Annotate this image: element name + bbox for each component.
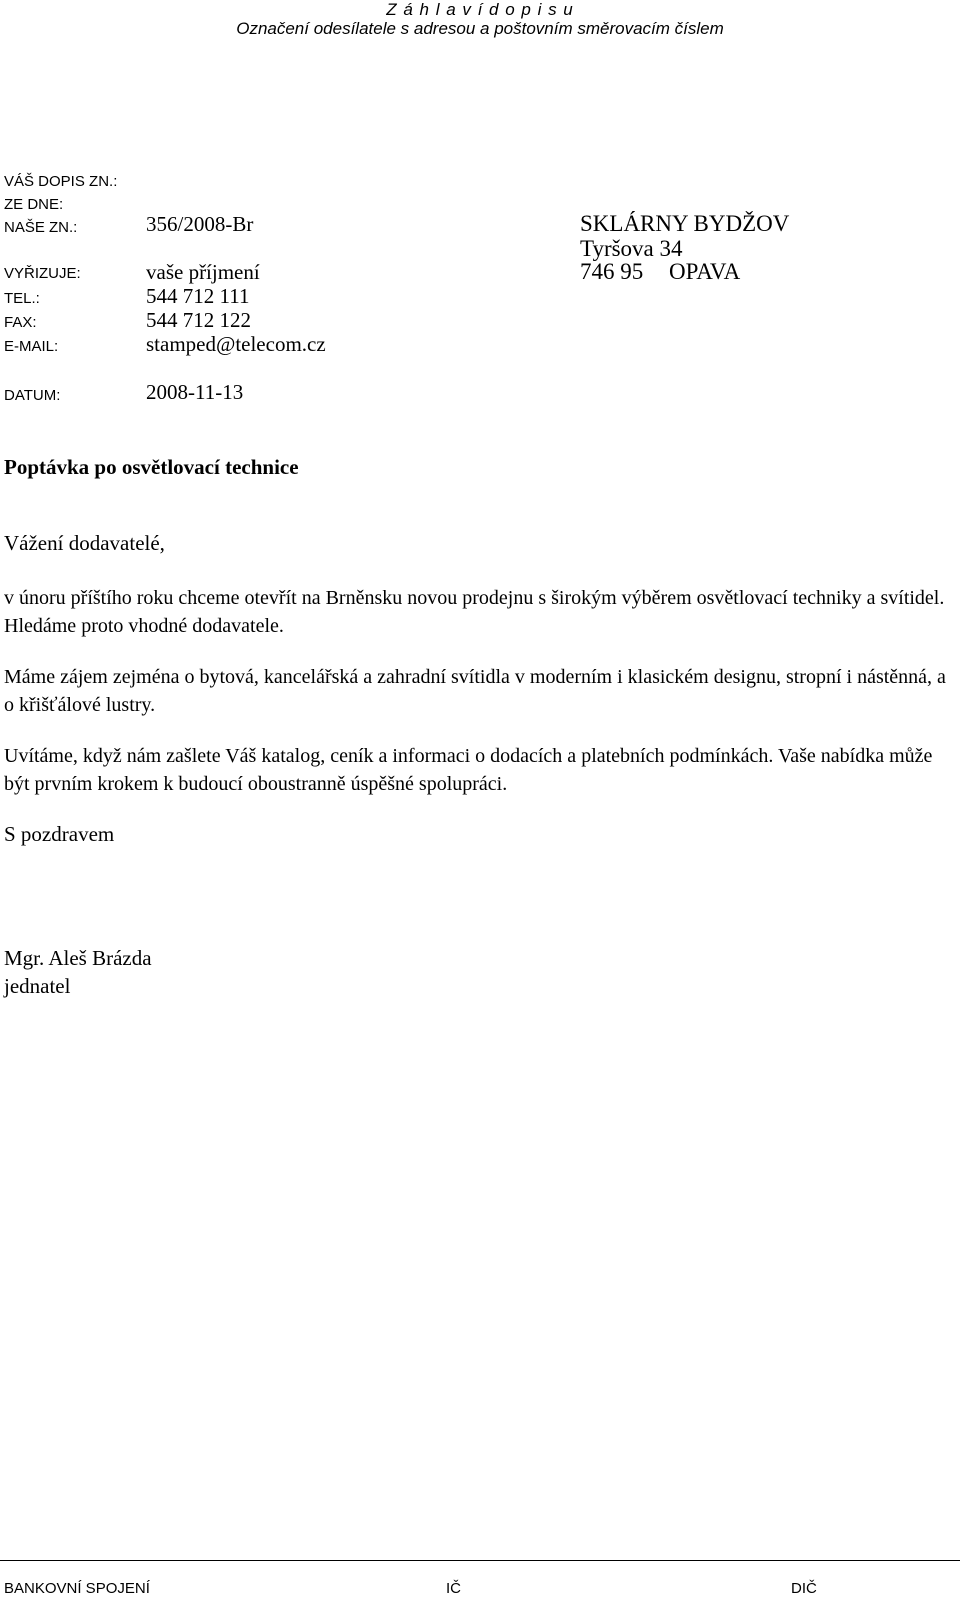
letter-paragraph: Uvítáme, když nám zašlete Váš katalog, ceník a informaci o dodacích a platebních podmínkách. Vaše nabídka může být prvním krokem k budoucí oboustranně úspěšné spolupráci.: [4, 745, 933, 795]
letter-greeting: Vážení dodavatelé,: [4, 531, 165, 555]
letter-closing: S pozdravem: [4, 822, 115, 846]
recipient-zip: 746 95: [580, 259, 644, 284]
signature-title: jednatel: [4, 974, 71, 998]
fax-value: 544 712 122: [146, 308, 251, 332]
letter-subject: Poptávka po osvětlovací technice: [4, 455, 299, 479]
fax-label: FAX:: [4, 314, 37, 331]
signature-name: Mgr. Aleš Brázda: [4, 946, 152, 970]
letterhead-title: Z á h l a v í d o p i s u: [386, 0, 574, 19]
bank-label: BANKOVNÍ SPOJENÍ: [4, 1580, 150, 1597]
vas-dopis-label: VÁŠ DOPIS ZN.:: [4, 173, 118, 190]
nase-zn-value: 356/2008-Br: [146, 212, 254, 236]
footer-divider: [0, 1560, 960, 1561]
recipient-city: OPAVA: [669, 259, 741, 284]
ic-label: IČ: [446, 1580, 461, 1597]
dic-label: DIČ: [791, 1580, 817, 1597]
tel-value: 544 712 111: [146, 284, 250, 308]
letter-paragraph: v únoru příštího roku chceme otevřít na Brněnsku novou prodejnu s širokým výběrem osvětlovací techniky a svítidel. Hledáme proto vhodné dodavatele.: [4, 587, 945, 637]
recipient-street: Tyršova 34: [580, 236, 683, 261]
tel-label: TEL.:: [4, 290, 40, 307]
letterhead-subtitle: Označení odesílatele s adresou a poštovním směrovacím číslem: [236, 19, 724, 38]
nase-zn-label: NAŠE ZN.:: [4, 219, 78, 236]
ze-dne-label: ZE DNE:: [4, 196, 64, 213]
datum-value: 2008-11-13: [146, 380, 244, 404]
email-value: stamped@telecom.cz: [146, 332, 326, 356]
letter-paragraph: Máme zájem zejména o bytová, kancelářská a zahradní svítidla v moderním i klasickém designu, stropní i nástěnná, a o křišťálové lustry.: [4, 666, 946, 716]
datum-label: DATUM:: [4, 387, 61, 404]
vyrizuje-value: vaše příjmení: [146, 260, 260, 284]
recipient-name: SKLÁRNY BYDŽOV: [580, 211, 790, 236]
email-label: E-MAIL:: [4, 338, 59, 355]
vyrizuje-label: VYŘIZUJE:: [4, 265, 81, 282]
